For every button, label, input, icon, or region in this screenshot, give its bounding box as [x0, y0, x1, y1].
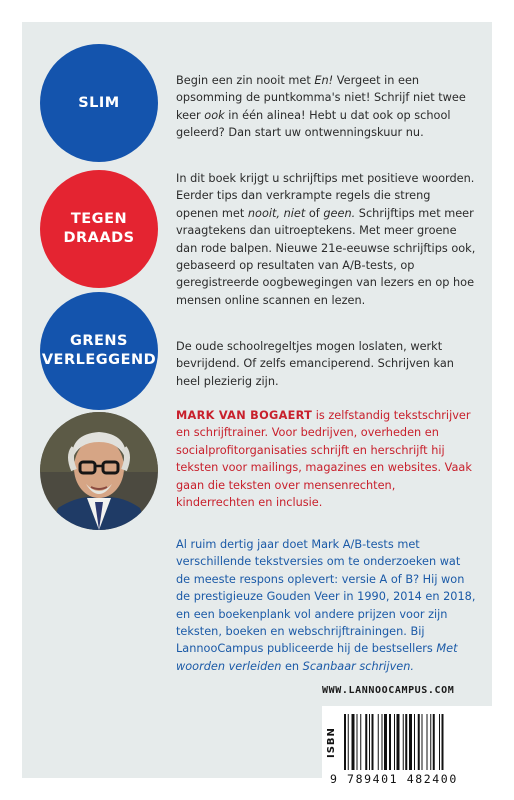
- barcode-bar: [418, 714, 420, 770]
- barcode-bar: [360, 714, 361, 770]
- author-photo: [40, 412, 158, 530]
- barcode-bar: [442, 714, 444, 770]
- badge-grensverleggend: GRENS VERLEGGEND: [40, 292, 158, 410]
- intro-paragraph-3: [176, 338, 476, 390]
- isbn-number: 9 789401 482400: [330, 772, 458, 786]
- barcode-bar: [403, 714, 404, 770]
- author-bio: [176, 407, 476, 511]
- barcode-bar: [365, 714, 367, 770]
- text-run: Begin een zin nooit met: [176, 74, 315, 87]
- author-awards: [176, 536, 476, 675]
- barcode-bar: [372, 714, 374, 770]
- barcode-bar: [397, 714, 400, 770]
- barcode-bar: [378, 714, 379, 770]
- barcode: [342, 714, 488, 770]
- barcode-bar: [439, 714, 440, 770]
- text-run: geen.: [323, 206, 356, 220]
- back-cover: [22, 22, 492, 786]
- barcode-bar: [357, 714, 358, 770]
- isbn-label: ISBN: [326, 727, 337, 758]
- barcode-bar: [422, 714, 423, 770]
- barcode-bar: [389, 714, 391, 770]
- barcode-bar: [409, 714, 412, 770]
- barcode-bar: [344, 714, 346, 770]
- barcode-bar: [382, 714, 383, 770]
- barcode-bar: [405, 714, 407, 770]
- text-run: En!: [314, 74, 334, 87]
- text-run: of: [305, 206, 324, 220]
- badge-tegendraads: TEGEN DRAADS: [40, 170, 158, 288]
- barcode-bar: [384, 714, 387, 770]
- text-run: Met woorden verleiden: [176, 642, 458, 673]
- intro-paragraph-2: [176, 170, 476, 309]
- text-run: in één alinea! Hebt u dat ook op school geleerd? Dan start uw ontwenningskuur nu.: [176, 108, 451, 140]
- author-name: MARK VAN BOGAERT: [176, 409, 313, 422]
- text-run: Schrijftips met meer vraagtekens dan uitroeptekens. Met meer groene dan rode balpen. Nieuwe 21e-eeuwse schrijftips ook, gebaseerd op resultaten van A/B-tests, op geregistreerde oogbewegingen van lezers en op hoe mensen online scannen en lezen.: [176, 206, 476, 307]
- isbn-barcode-box: [322, 706, 492, 800]
- barcode-bar: [433, 714, 435, 770]
- barcode-bar: [369, 714, 370, 770]
- text-run: Vergeet in een opsomming de puntkomma's niet! Schrijf niet twee keer: [176, 74, 466, 122]
- text-run: ook: [204, 108, 225, 122]
- text-run: nooit, niet: [247, 206, 306, 220]
- text-run: Scanbaar schrijven.: [302, 659, 414, 673]
- barcode-bar: [414, 714, 415, 770]
- barcode-bar: [352, 714, 355, 770]
- barcode-bar: [348, 714, 349, 770]
- barcode-bar: [427, 714, 428, 770]
- publisher-url: WWW.LANNOOCAMPUS.COM: [322, 685, 455, 696]
- text-run: Al ruim dertig jaar doet Mark A/B-tests met verschillende tekstversies om te onderzoeken wat de meeste respons oplevert: versie A of B? Hij won de prestigieuze Gouden Veer in 1990, 2014 en 2018, en een boekenplank vol andere prijzen voor zijn teksten, boeken en webschrijftrainingen. Bij LannooCampus publiceerde hij de bestsellers: [176, 538, 476, 656]
- barcode-bar: [394, 714, 395, 770]
- text-run: In dit boek krijgt u schrijftips met positieve woorden. Eerder tips dan verkrampte regels die streng openen met: [176, 172, 475, 220]
- barcode-bar: [430, 714, 431, 770]
- text-run: en: [281, 659, 303, 673]
- intro-paragraph-1: [176, 72, 476, 142]
- badge-slim: SLIM: [40, 44, 158, 162]
- text-run: De oude schoolregeltjes mogen loslaten, werkt bevrijdend. Of zelfs emanciperend. Schrijven kan heel plezierig zijn.: [176, 340, 454, 388]
- text-run: is zelfstandig tekstschrijver en schrijftrainer. Voor bedrijven, overheden en socialprofitorganisaties schrijft en herschrijft hij teksten voor mailings, magazines en websites. Vaak gaan die teksten over mensenrechten, kinderrechten en inclusie.: [176, 409, 472, 510]
